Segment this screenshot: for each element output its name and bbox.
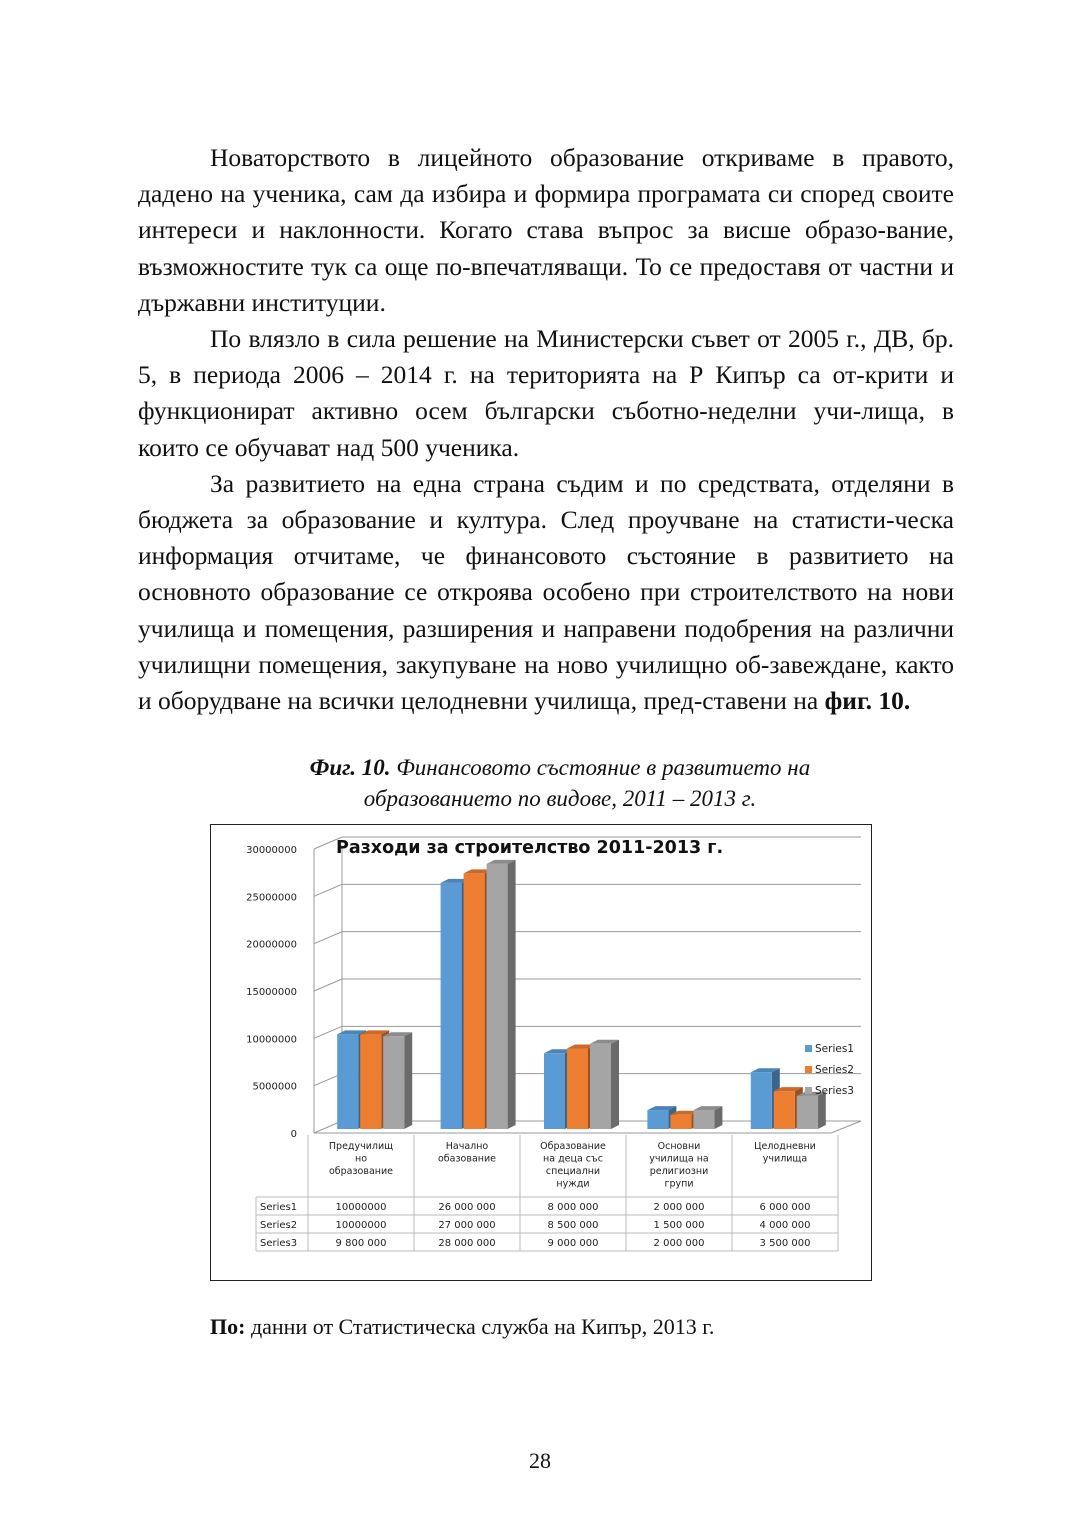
table-value: 2 000 000 [653, 1238, 705, 1249]
bar-Series3 [693, 1110, 714, 1129]
bar-side-Series3 [404, 1032, 412, 1129]
bar-Series1 [337, 1034, 358, 1129]
legend-swatch [805, 1045, 812, 1052]
bar-Series2 [774, 1091, 795, 1129]
category-label: училища [762, 1153, 808, 1165]
table-series-label: Series3 [260, 1238, 298, 1249]
page-number: 28 [529, 1448, 551, 1473]
caption-text-line2: образованието по видове, 2011 – 2013 г. [363, 786, 757, 811]
body-text [138, 140, 954, 719]
table-value: 10000000 [335, 1220, 387, 1231]
category-label: нужди [556, 1178, 590, 1190]
category-label: училища на [649, 1153, 709, 1165]
table-value: 8 000 000 [547, 1202, 599, 1213]
source-note [210, 1312, 714, 1342]
bar-Series1 [751, 1072, 772, 1129]
category-label: но [354, 1153, 368, 1165]
bar-side-Series3 [611, 1040, 619, 1129]
bar-side-Series3 [508, 860, 516, 1129]
paragraph-2: По влязло в сила решение на Министерски съвет от 2005 г., ДВ, бр. 5, в периода 2006 – 2014 г. на територията на Р Кипър са от-крити и функционират активно осем български съботно-неделни учи-лища, в които се обучават над 500 ученика. [138, 324, 954, 462]
y-tick-label: 0 [290, 1129, 297, 1140]
figure-reference: фиг. 10. [824, 686, 911, 716]
table-value: 1 500 000 [653, 1220, 705, 1231]
category-label: Начално [445, 1141, 489, 1152]
caption-label: Фиг. 10. [309, 755, 391, 780]
bar-Series3 [487, 864, 508, 1129]
category-label: Целодневни [754, 1141, 816, 1152]
caption-text-line1: Финансовото състояние в развитието на [396, 755, 811, 780]
gridline-diag [314, 884, 342, 896]
chart-title: Разходи за строителство 2011-2013 г. [336, 838, 724, 858]
source-text: данни от Статистическа служба на Кипър, 2013 г. [250, 1314, 715, 1339]
bar-Series2 [360, 1034, 381, 1129]
table-series-label: Series1 [260, 1202, 298, 1213]
legend-label: Series1 [815, 1043, 854, 1055]
table-series-label: Series2 [260, 1220, 298, 1231]
y-tick-label: 25000000 [246, 892, 297, 904]
table-value: 10000000 [335, 1202, 387, 1213]
category-label: Образование [540, 1141, 606, 1152]
y-tick-label: 10000000 [246, 1034, 297, 1046]
table-value: 6 000 000 [759, 1202, 811, 1213]
bar-Series2 [464, 873, 485, 1129]
source-label: По: [210, 1314, 246, 1339]
legend-label: Series2 [815, 1064, 854, 1076]
bar-Series3 [590, 1044, 611, 1129]
paragraph-3-text: За развитието на една страна съдим и по средствата, отделяни в бюджета за образование и култура. След проучване на статисти-ческа информация отчитаме, че финансовото състояние в развитието на основното образование се откроява особено при строителството на нови училища и помещения, разширения и направени подобрения на различни училищни помещения, закупуване на ново училищно об-завеждане, както и оборудване на всички целодневни училища, пред-ставени на [138, 468, 954, 716]
table-value: 8 500 000 [547, 1220, 599, 1231]
bar-Series2 [670, 1115, 691, 1129]
category-label: групи [664, 1178, 694, 1190]
category-label: специални [545, 1166, 601, 1177]
chart-frame [210, 824, 872, 1281]
table-value: 9 000 000 [547, 1238, 599, 1249]
category-label: Предучилищ [328, 1141, 394, 1152]
category-label: на деца със [543, 1153, 603, 1165]
table-value: 26 000 000 [438, 1202, 496, 1213]
bar-Series3 [383, 1036, 404, 1129]
y-tick-label: 20000000 [246, 939, 297, 951]
y-tick-label: 5000000 [252, 1081, 297, 1093]
table-value: 4 000 000 [759, 1220, 811, 1231]
paragraph-3 [138, 466, 954, 719]
table-value: 28 000 000 [438, 1238, 496, 1249]
bar-side-Series3 [818, 1092, 826, 1129]
table-value: 2 000 000 [653, 1202, 705, 1213]
category-label: образование [328, 1166, 394, 1177]
gridline-diag [314, 932, 342, 944]
figure-caption [210, 752, 910, 814]
category-label: обазование [437, 1153, 497, 1165]
paragraph-1: Новаторството в лицейното образование откриваме в правото, дадено на ученика, сам да избира и формира програмата си според своите интереси и наклонности. Когато става въпрос за висше образо-вание, възможностите тук са още по-впечатляващи. То се предоставя от частни и държавни институции. [138, 143, 954, 317]
bar-Series3 [797, 1096, 818, 1129]
table-value: 27 000 000 [438, 1220, 496, 1231]
bar-chart [211, 825, 871, 1280]
bar-Series1 [647, 1110, 668, 1129]
bar-side-Series3 [714, 1106, 722, 1129]
category-label: религиозни [649, 1166, 709, 1177]
bar-Series1 [441, 883, 462, 1129]
y-tick-label: 15000000 [246, 987, 297, 998]
category-label: Основни [657, 1141, 701, 1152]
gridline-diag [314, 979, 342, 991]
y-tick-label: 30000000 [246, 845, 297, 856]
legend-label: Series3 [815, 1085, 854, 1097]
legend-swatch [805, 1087, 812, 1094]
table-value: 3 500 000 [759, 1238, 811, 1249]
floor-edge [831, 1121, 861, 1133]
bar-Series2 [567, 1049, 588, 1129]
legend-swatch [805, 1066, 812, 1073]
bar-Series1 [544, 1053, 565, 1129]
table-value: 9 800 000 [335, 1238, 387, 1249]
